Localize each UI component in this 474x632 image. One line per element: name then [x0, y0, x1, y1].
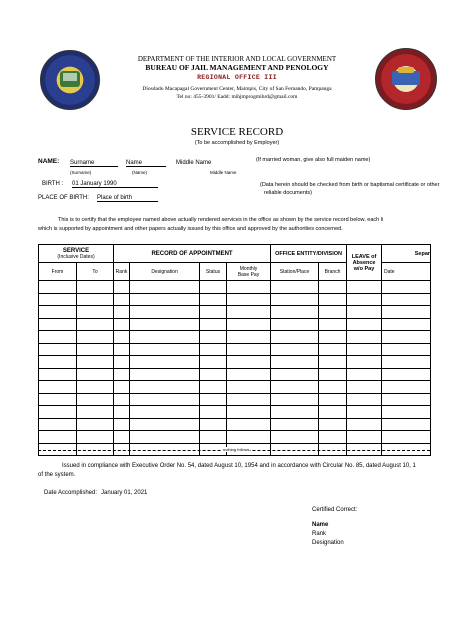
- surname-value: Surname: [70, 160, 118, 167]
- table-cell[interactable]: [227, 393, 271, 406]
- birth-date-value: 01 January 1990: [72, 181, 158, 188]
- table-row: [39, 393, 431, 406]
- table-cell[interactable]: [130, 418, 200, 431]
- table-cell[interactable]: [271, 293, 319, 306]
- date-accomplished-value: January 01, 2021: [101, 490, 148, 496]
- date-header: Date: [382, 263, 431, 281]
- table-cell[interactable]: [347, 393, 382, 406]
- table-cell[interactable]: [114, 331, 130, 344]
- table-cell[interactable]: [347, 356, 382, 369]
- certifier-designation: Designation: [312, 540, 344, 546]
- table-row: [39, 381, 431, 394]
- table-cell[interactable]: [347, 331, 382, 344]
- table-cell[interactable]: [382, 293, 431, 306]
- birth-note-line2: reliable documents): [264, 190, 312, 196]
- table-row: [39, 406, 431, 419]
- table-cell[interactable]: [39, 281, 77, 294]
- record-of-appointment-header: RECORD OF APPOINTMENT: [114, 245, 271, 263]
- table-cell[interactable]: [200, 306, 227, 319]
- table-cell[interactable]: [130, 281, 200, 294]
- table-cell[interactable]: [114, 368, 130, 381]
- table-cell[interactable]: [319, 293, 347, 306]
- status-header: Status: [200, 263, 227, 281]
- table-row: [39, 356, 431, 369]
- table-row: [39, 281, 431, 294]
- table-cell[interactable]: [227, 293, 271, 306]
- table-cell[interactable]: [39, 293, 77, 306]
- first-name-value: Name: [126, 160, 166, 167]
- table-cell[interactable]: [130, 318, 200, 331]
- date-accomplished-label: Date Accomplished:: [44, 490, 98, 496]
- surname-caption: (Surname): [70, 170, 92, 175]
- table-cell[interactable]: [347, 343, 382, 356]
- table-cell[interactable]: [382, 431, 431, 444]
- table-cell[interactable]: [39, 343, 77, 356]
- place-of-birth-value: Place of birth: [97, 195, 158, 202]
- service-header: [39, 245, 114, 263]
- table-cell[interactable]: [200, 368, 227, 381]
- table-cell[interactable]: [77, 381, 114, 394]
- table-cell[interactable]: [271, 331, 319, 344]
- table-cell[interactable]: [227, 381, 271, 394]
- table-cell[interactable]: [200, 431, 227, 444]
- table-row: [39, 318, 431, 331]
- birth-label: BIRTH :: [42, 181, 64, 187]
- table-cell[interactable]: [271, 393, 319, 406]
- service-rows: [39, 281, 431, 456]
- table-cell[interactable]: [39, 418, 77, 431]
- table-cell[interactable]: [382, 393, 431, 406]
- table-cell[interactable]: [130, 406, 200, 419]
- table-cell[interactable]: [77, 306, 114, 319]
- table-cell[interactable]: [227, 431, 271, 444]
- table-cell[interactable]: [77, 318, 114, 331]
- table-cell[interactable]: [319, 406, 347, 419]
- wo-pay-label: w/o Pay: [353, 265, 375, 272]
- table-cell[interactable]: [227, 343, 271, 356]
- table-cell[interactable]: [114, 418, 130, 431]
- monthly-label: Monthly: [239, 265, 258, 272]
- table-cell[interactable]: [114, 393, 130, 406]
- table-cell[interactable]: [347, 368, 382, 381]
- certifier-rank: Rank: [312, 531, 327, 537]
- table-cell[interactable]: [130, 306, 200, 319]
- table-cell[interactable]: [114, 431, 130, 444]
- page-title: SERVICE RECORD: [190, 126, 284, 138]
- table-cell[interactable]: [319, 281, 347, 294]
- table-cell[interactable]: [200, 406, 227, 419]
- table-cell[interactable]: [114, 306, 130, 319]
- table-cell[interactable]: [114, 281, 130, 294]
- table-cell[interactable]: [39, 406, 77, 419]
- office-contact: Tel no: 455-3901/ Eadd: mihjmprogmihrd@gmail.com: [176, 94, 298, 100]
- table-cell[interactable]: [347, 418, 382, 431]
- table-cell[interactable]: [347, 318, 382, 331]
- table-cell[interactable]: [39, 331, 77, 344]
- table-cell[interactable]: [227, 331, 271, 344]
- table-cell[interactable]: [382, 331, 431, 344]
- bureau-name: BUREAU OF JAIL MANAGEMENT AND PENOLOGY: [145, 63, 329, 72]
- table-cell[interactable]: [382, 406, 431, 419]
- from-header: From: [39, 263, 77, 281]
- table-cell[interactable]: [227, 306, 271, 319]
- table-cell[interactable]: [39, 381, 77, 394]
- table-cell[interactable]: [130, 393, 200, 406]
- middle-name-value: Middle Name: [176, 160, 212, 166]
- table-cell[interactable]: [114, 318, 130, 331]
- table-cell[interactable]: [77, 331, 114, 344]
- table-cell[interactable]: [39, 393, 77, 406]
- table-cell[interactable]: [382, 306, 431, 319]
- table-cell[interactable]: [200, 393, 227, 406]
- table-cell[interactable]: [39, 431, 77, 444]
- table-cell[interactable]: [382, 381, 431, 394]
- dept-name: DEPARTMENT OF THE INTERIOR AND LOCAL GOVERNMENT: [137, 55, 337, 63]
- table-cell[interactable]: [319, 393, 347, 406]
- station-header: Station/Place: [271, 263, 319, 281]
- table-cell[interactable]: [200, 331, 227, 344]
- table-cell[interactable]: [200, 281, 227, 294]
- table-cell[interactable]: [319, 318, 347, 331]
- regional-office: REGIONAL OFFICE III: [197, 74, 277, 81]
- first-name-caption: (Name): [132, 170, 148, 175]
- service-record-table: [38, 244, 431, 456]
- designation-header: Designation: [130, 263, 200, 281]
- page-subtitle: (To be accomplished by Employer): [194, 140, 280, 146]
- table-row: [39, 306, 431, 319]
- issued-text-line2: of the system.: [38, 472, 76, 478]
- table-cell[interactable]: [319, 356, 347, 369]
- table-cell[interactable]: [77, 356, 114, 369]
- table-cell[interactable]: [347, 293, 382, 306]
- certify-text-line1: This is to certify that the employee named above actually rendered services in the office as shown by the service record below, each li: [58, 217, 384, 223]
- table-cell[interactable]: [382, 281, 431, 294]
- table-cell[interactable]: [39, 356, 77, 369]
- table-cell[interactable]: [319, 431, 347, 444]
- table-cell[interactable]: [319, 418, 347, 431]
- absence-label: Absence: [352, 259, 376, 266]
- certify-text-line2: which is supported by appointment and other papers actually issued by this office and approved by the authorities concerned.: [38, 226, 343, 232]
- rank-header: Rank: [114, 263, 130, 281]
- table-cell[interactable]: [382, 318, 431, 331]
- table-cell[interactable]: [382, 356, 431, 369]
- separation-header: Separ: [382, 245, 431, 263]
- table-cell[interactable]: [347, 406, 382, 419]
- table-cell[interactable]: [200, 356, 227, 369]
- table-cell[interactable]: [382, 418, 431, 431]
- table-cell[interactable]: [319, 343, 347, 356]
- table-cell[interactable]: [130, 343, 200, 356]
- middle-name-caption: Middle Name: [210, 170, 237, 175]
- table-cell[interactable]: [319, 381, 347, 394]
- table-cell[interactable]: [39, 318, 77, 331]
- table-cell[interactable]: [114, 293, 130, 306]
- table-cell[interactable]: [130, 368, 200, 381]
- table-cell[interactable]: [77, 293, 114, 306]
- table-cell[interactable]: [227, 356, 271, 369]
- table-cell[interactable]: [130, 356, 200, 369]
- table-cell[interactable]: [271, 306, 319, 319]
- table-cell[interactable]: [347, 306, 382, 319]
- table-cell[interactable]: [200, 343, 227, 356]
- table-cell[interactable]: [200, 293, 227, 306]
- table-cell[interactable]: [77, 281, 114, 294]
- table-cell[interactable]: [130, 293, 200, 306]
- maiden-name-note: (If married woman, give also full maiden name): [256, 157, 371, 163]
- base-pay-label: Base Pay: [237, 271, 260, 278]
- table-cell[interactable]: [39, 306, 77, 319]
- branch-header: Branch: [319, 263, 347, 281]
- table-cell[interactable]: [271, 343, 319, 356]
- leave-header: [347, 245, 382, 281]
- table-cell[interactable]: [114, 381, 130, 394]
- table-row: [39, 418, 431, 431]
- table-cell[interactable]: [114, 343, 130, 356]
- table-row: [39, 331, 431, 344]
- table-cell[interactable]: [200, 418, 227, 431]
- table-cell[interactable]: [319, 368, 347, 381]
- table-row: [39, 431, 431, 444]
- birth-note-line1: (Data herein should be checked from birth or baptismal certificate or other: [260, 182, 440, 188]
- table-cell[interactable]: [271, 281, 319, 294]
- table-cell[interactable]: [77, 431, 114, 444]
- table-cell[interactable]: [130, 331, 200, 344]
- table-cell[interactable]: [227, 318, 271, 331]
- table-cell[interactable]: [347, 281, 382, 294]
- table-row: [39, 343, 431, 356]
- table-cell[interactable]: [271, 431, 319, 444]
- certifier-name: Name: [312, 522, 329, 528]
- table-row: [39, 293, 431, 306]
- table-cell[interactable]: [227, 281, 271, 294]
- name-label: NAME:: [38, 158, 60, 165]
- inclusive-dates-label: (Inclusive Dates): [57, 253, 95, 260]
- table-cell[interactable]: [130, 431, 200, 444]
- table-row: [39, 368, 431, 381]
- office-entity-header: OFFICE ENTITY/DIVISION: [271, 245, 347, 263]
- table-cell[interactable]: [271, 318, 319, 331]
- nothing-follows-label: nothing follows: [223, 447, 250, 452]
- monthly-pay-header: [227, 263, 271, 281]
- table-cell[interactable]: [347, 381, 382, 394]
- table-cell[interactable]: [200, 381, 227, 394]
- table-cell[interactable]: [227, 418, 271, 431]
- table-cell[interactable]: [227, 368, 271, 381]
- table-cell[interactable]: [130, 381, 200, 394]
- table-cell[interactable]: [77, 418, 114, 431]
- table-cell[interactable]: [382, 343, 431, 356]
- table-cell[interactable]: [77, 393, 114, 406]
- table-cell[interactable]: [319, 331, 347, 344]
- to-header: To: [77, 263, 114, 281]
- service-header-label: SERVICE: [62, 247, 90, 254]
- table-cell[interactable]: [271, 406, 319, 419]
- table-cell[interactable]: [77, 343, 114, 356]
- table-cell[interactable]: [271, 356, 319, 369]
- table-cell[interactable]: [382, 368, 431, 381]
- office-address: Diosdado Macapagal Government Center, Maimpis, City of San Fernando, Pampanga: [142, 86, 332, 92]
- table-cell[interactable]: [271, 418, 319, 431]
- table-cell[interactable]: [200, 318, 227, 331]
- table-cell[interactable]: [347, 431, 382, 444]
- table-cell[interactable]: [227, 406, 271, 419]
- table-cell[interactable]: [271, 368, 319, 381]
- issued-text-line1: Issued in compliance with Executive Order No. 54, dated August 10, 1954 and in accordance with Circular No. 85, dated August 10, 1: [62, 463, 416, 469]
- leave-label: LEAVE of: [351, 253, 377, 260]
- place-of-birth-label: PLACE OF BIRTH:: [38, 195, 89, 201]
- table-cell[interactable]: [77, 368, 114, 381]
- table-cell[interactable]: [114, 406, 130, 419]
- table-cell[interactable]: [39, 368, 77, 381]
- table-cell[interactable]: [271, 381, 319, 394]
- table-cell[interactable]: [114, 356, 130, 369]
- certified-correct-label: Certified Correct:: [312, 507, 358, 513]
- table-cell[interactable]: [77, 406, 114, 419]
- table-cell[interactable]: [319, 306, 347, 319]
